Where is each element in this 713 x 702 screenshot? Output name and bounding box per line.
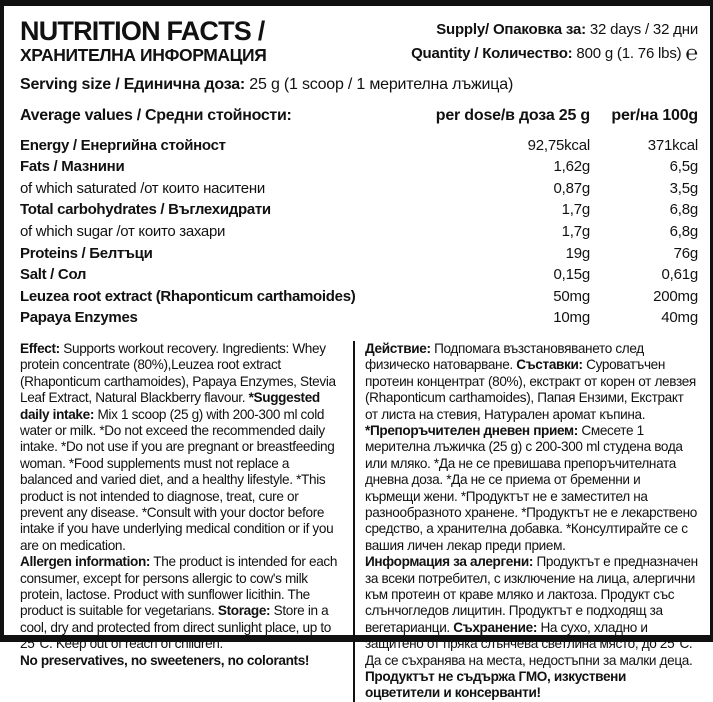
quantity-label: Quantity / Количество: [411,45,573,63]
table-row [20,178,698,200]
table-row [20,135,698,157]
info-text: Подпомага възстановяването след физическо натоварване. [365,340,644,373]
quantity-value: 800 g (1. 76 lbs) [572,45,686,63]
table-cell-per-dose: 1,7g [561,222,590,240]
quantity-line [411,40,698,68]
serving-size-line [20,76,698,94]
info-bold-text: Съставки: [516,357,583,373]
info-column-english [20,341,355,702]
column-header-values: Average values / Средни стойности: [20,106,292,124]
nutrition-table-header [20,100,698,131]
table-row [20,199,698,221]
table-cell-name: Fats / Мазнини [20,158,125,176]
info-paragraph [365,554,698,702]
column-header-per-100g: per/на 100g [611,106,698,124]
table-cell-per-dose: 10mg [553,309,590,327]
info-bold-text: Allergen information: [20,554,151,570]
info-text: На сухо, хладно и защитено от пряка слънчева светлина място, до 25°C. Да се съхранява на места, недостъпни за малки деца. [365,619,693,668]
label-header [20,14,698,69]
info-text: Store in a cool, dry and protected from direct sunlight place, up to 25°C. Keep out of reach of children. [20,603,332,652]
table-cell-per-100g: 200mg [653,287,698,305]
table-cell-per-100g: 6,5g [669,158,698,176]
table-row [20,221,698,243]
title-bulgarian: ХРАНИТЕЛНА ИНФОРМАЦИЯ [20,45,267,65]
info-text: Supports workout recovery. Ingredients: Whey protein concentrate (80%),Leuzea root extract (Rhaponticum carthamoides), Papaya Enzymes, Stevia Leaf Extract, Natural Blackberry flavour. [20,340,336,406]
info-bold-text: Действие: [365,340,431,356]
info-bold-text: Информация за алергени: [365,554,534,570]
column-header-per-dose: per dose/в доза 25 g [435,106,590,124]
info-section [20,341,698,702]
table-cell-name: of which saturated /от които наситени [20,179,265,197]
table-cell-per-100g: 371kcal [647,136,698,154]
table-cell-per-dose: 1,7g [561,201,590,219]
info-bold-text: No preservatives, no sweeteners, no colorants! [20,652,310,668]
info-bold-text: *Suggested daily intake: [20,390,320,422]
info-text: Mix 1 scoop (25 g) with 200-300 ml cold water or milk. *Do not exceed the recommended daily intake. *Do not use if you are pregnant or breastfeeding woman. *Food supplements must not replace a balanced and varied diet, and a healthy lifestyle. *This product is not intended to diagnose, treat, cure or prevent any disease. *Consult with your doctor before intake if you have underlying medical condition or if you are on medication. [20,406,335,553]
table-cell-per-100g: 76g [673,244,698,262]
table-cell-name: Papaya Enzymes [20,309,138,327]
table-cell-per-100g: 40mg [661,309,698,327]
table-cell-name: Proteins / Белтъци [20,244,153,262]
info-text: Суроватъчен протеин концентрат (80%), екстракт от корен от левзея (Rhaponticum carthamoides), Папая Ензими, Екстракт от листа на стевия, Натурален аромат къпина. [365,357,696,422]
table-cell-per-100g: 6,8g [669,201,698,219]
table-cell-per-100g: 3,5g [669,179,698,197]
table-row [20,156,698,178]
info-paragraph [20,341,343,554]
table-cell-name: of which sugar /от които захари [20,222,226,240]
info-paragraph [365,341,698,554]
table-row [20,264,698,286]
serving-size-label: Serving size / Единична доза: [20,75,246,93]
table-cell-per-dose: 50mg [553,287,590,305]
info-bold-text: *Препоръчителен дневен прием: [365,422,578,438]
title-block [20,14,266,67]
table-cell-name: Leuzea root extract (Rhaponticum carthamoides) [20,287,356,305]
table-row [20,243,698,265]
info-column-bulgarian [355,341,698,702]
info-text: Смесете 1 мерителна лъжичка (25 g) с 200-300 ml студена вода или мляко. *Да не се превишава препоръчителната дневна доза. *Да не се приема от бременни и кърмещи жени. *Продуктът не е заместител на разнообразното хранене. *Продуктът не е лекарствено средство, а хранителна добавка. *Консултирайте се с вашия личен лекар преди прием. [365,422,697,553]
nutrition-table-body [20,131,698,335]
table-cell-name: Salt / Сол [20,266,87,284]
serving-size-value: 25 g (1 scoop / 1 мерителна лъжица) [245,75,514,93]
supply-value: 32 days / 32 дни [585,21,698,38]
table-row [20,307,698,329]
table-cell-per-dose: 19g [565,244,590,262]
info-bold-text: Storage: [217,603,271,619]
info-bold-text: Съхранение: [453,619,538,635]
table-cell-per-dose: 0,15g [553,266,590,284]
info-paragraph [20,554,343,652]
info-text: Продуктът е предназначен за всеки потребител, с изключение на лица, алергични към протеин от краве мляко и лактоза. Продукт със слънчогледов лицитин. Продуктът е подходящ за вегетарианци. [365,554,698,635]
table-row [20,286,698,308]
title-english: NUTRITION FACTS / [20,16,265,46]
estimated-sign-icon: ℮ [685,42,698,66]
table-cell-per-dose: 92,75kcal [527,136,590,154]
info-text: The product is intended for each consumer, except for persons allergic to cow's milk protein, lactose. Product with sunflower licithin. The product is suitable for vegetarians. [20,554,338,619]
table-cell-per-dose: 0,87g [553,179,590,197]
table-cell-per-100g: 0,61g [661,266,698,284]
supply-quantity-block [411,20,698,69]
table-cell-name: Energy / Енергийна стойност [20,136,226,154]
supply-line [411,20,698,40]
table-cell-per-dose: 1,62g [553,158,590,176]
table-cell-per-100g: 6,8g [669,222,698,240]
info-bold-text: Продуктът не съдържа ГМО, изкуствени оцветители и консерванти! [365,669,627,701]
table-cell-name: Total carbohydrates / Въглехидрати [20,201,271,219]
supply-label: Supply/ Опаковка за: [436,21,586,38]
info-bold-text: Effect: [20,340,60,356]
info-paragraph [20,653,343,669]
